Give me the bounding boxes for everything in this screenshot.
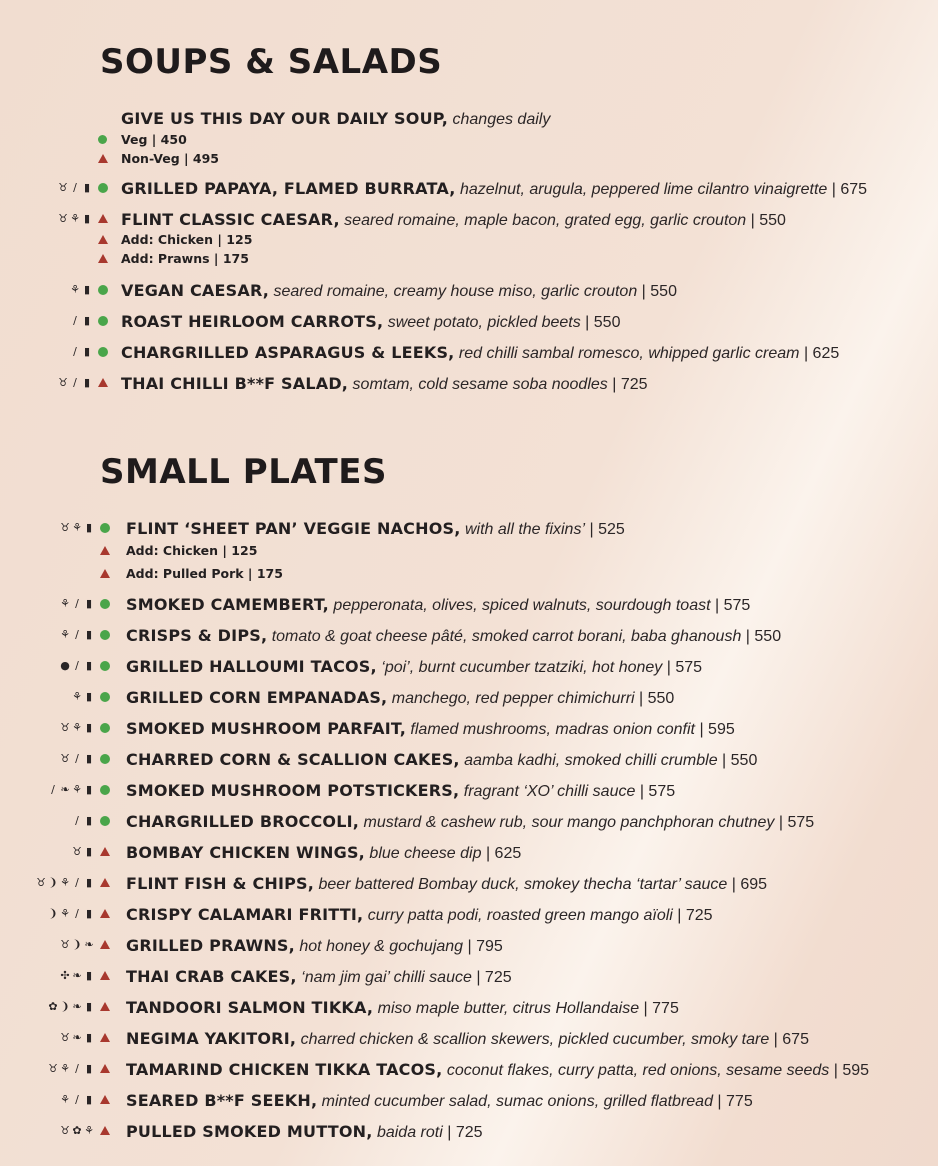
veg-dot-icon — [98, 347, 108, 357]
dietary-icons — [48, 999, 94, 1015]
dietary-icons — [60, 968, 94, 984]
menu-item — [0, 1121, 938, 1143]
dietary-icon: ▮ — [85, 1062, 93, 1075]
dietary-icons — [72, 689, 94, 705]
non-veg-triangle-icon — [100, 940, 110, 949]
dietary-icon: ❩ — [48, 907, 58, 920]
item-name: ROAST HEIRLOOM CARROTS, — [121, 312, 384, 331]
item-description: sweet potato, pickled beets — [383, 314, 581, 331]
dietary-icon: ⚘ — [60, 876, 70, 889]
item-price: | 625 — [481, 845, 522, 862]
item-name: THAI CHILLI B**F SALAD, — [121, 374, 349, 393]
dietary-icon: ♉ — [60, 1031, 70, 1044]
dietary-icon: ▮ — [83, 283, 91, 296]
item-price: | 550 — [746, 212, 786, 229]
dietary-icon: ∕ — [75, 752, 79, 765]
item-name: CHARGRILLED ASPARAGUS & LEEKS, — [121, 343, 455, 362]
dietary-icons — [48, 1061, 94, 1077]
item-option: Non-Veg | 495 — [121, 151, 220, 166]
item-price: | 695 — [727, 876, 768, 893]
dietary-icon: ❧ — [72, 969, 82, 982]
item-name: GRILLED CORN EMPANADAS, — [126, 688, 388, 707]
menu-item — [0, 873, 938, 895]
veg-dot-icon — [98, 183, 108, 193]
dietary-icon: ▮ — [85, 521, 93, 534]
dietary-icon: ▮ — [83, 314, 91, 327]
item-description: minted cucumber salad, sumac onions, grilled flatbread — [317, 1093, 713, 1110]
menu-item — [0, 518, 938, 540]
menu-item — [0, 687, 938, 709]
dietary-icon: ❧ — [60, 783, 70, 796]
menu-item — [0, 780, 938, 802]
menu-item — [0, 1059, 938, 1081]
item-description: hazelnut, arugula, peppered lime cilantro vinaigrette — [455, 181, 828, 198]
dietary-icon: ♉ — [48, 1062, 58, 1075]
veg-dot-icon — [100, 816, 110, 826]
item-price: | 575 — [710, 597, 751, 614]
non-veg-triangle-icon — [100, 847, 110, 856]
dietary-icons — [60, 520, 94, 536]
dietary-icon: ∕ — [73, 314, 77, 327]
dietary-icon: ❧ — [72, 1000, 82, 1013]
dietary-icons — [60, 1123, 94, 1139]
item-price: | 675 — [769, 1031, 809, 1048]
item-price: | 550 — [741, 628, 782, 645]
dietary-icon: ▮ — [83, 376, 91, 389]
dietary-icons — [58, 375, 92, 391]
item-name: BOMBAY CHICKEN WINGS, — [126, 843, 365, 862]
dietary-icon: ⚘ — [72, 721, 82, 734]
item-name: THAI CRAB CAKES, — [126, 967, 297, 986]
item-name: CRISPY CALAMARI FRITTI, — [126, 905, 364, 924]
menu-item — [0, 594, 938, 616]
dietary-icon: ∕ — [75, 876, 79, 889]
dietary-icons — [70, 313, 92, 329]
dietary-icon: ⚘ — [60, 628, 70, 641]
item-description: charred chicken & scallion skewers, pickled cucumber, smoky tare — [296, 1031, 770, 1048]
item-name: PULLED SMOKED MUTTON, — [126, 1122, 373, 1141]
veg-dot-icon — [100, 599, 110, 609]
dietary-icon: ❧ — [72, 1031, 82, 1044]
item-name: TANDOORI SALMON TIKKA, — [126, 998, 374, 1017]
item-option: Add: Chicken | 125 — [126, 543, 258, 558]
veg-dot-icon — [100, 692, 110, 702]
veg-dot-icon — [100, 723, 110, 733]
dietary-icon: ♉ — [60, 1124, 70, 1137]
menu-item — [0, 311, 938, 333]
item-price: | 595 — [695, 721, 735, 738]
dietary-icon: ∕ — [73, 376, 77, 389]
item-price: | 725 — [442, 1124, 483, 1141]
item-description: flamed mushrooms, madras onion confit — [405, 721, 695, 738]
dietary-icon: ▮ — [85, 690, 93, 703]
item-name: GIVE US THIS DAY OUR DAILY SOUP, — [121, 109, 449, 128]
non-veg-triangle-icon — [100, 1064, 110, 1073]
menu-item — [0, 1028, 938, 1050]
non-veg-triangle-icon — [100, 1002, 110, 1011]
dietary-icons — [60, 720, 94, 736]
menu-item — [0, 280, 938, 302]
item-price: | 725 — [471, 969, 512, 986]
veg-dot-icon — [100, 785, 110, 795]
dietary-icon: ▮ — [85, 1000, 93, 1013]
non-veg-triangle-icon — [100, 909, 110, 918]
non-veg-triangle-icon — [98, 154, 108, 163]
dietary-icon: ❩ — [72, 938, 82, 951]
item-description: seared romaine, creamy house miso, garlic crouton — [269, 283, 638, 300]
dietary-icon: ⚘ — [72, 690, 82, 703]
dietary-icon: ▮ — [85, 876, 93, 889]
non-veg-triangle-icon — [100, 878, 110, 887]
item-description: ‘nam jim gai’ chilli sauce — [296, 969, 472, 986]
dietary-icon: ▮ — [85, 907, 93, 920]
dietary-icons — [58, 180, 92, 196]
item-name: TAMARIND CHICKEN TIKKA TACOS, — [126, 1060, 443, 1079]
veg-dot-icon — [100, 523, 110, 533]
veg-dot-icon — [98, 135, 107, 144]
dietary-icon: ♉ — [60, 721, 70, 734]
dietary-icon: ⚘ — [60, 1093, 70, 1106]
dietary-icons — [72, 844, 94, 860]
item-description: baida roti — [372, 1124, 443, 1141]
menu-item — [0, 342, 938, 364]
dietary-icon: ♉ — [72, 845, 82, 858]
item-description: aamba kadhi, smoked chilli crumble — [459, 752, 718, 769]
dietary-icon: ▮ — [85, 628, 93, 641]
dietary-icon: ∕ — [75, 597, 79, 610]
item-price: | 795 — [463, 938, 503, 955]
item-description: tomato & goat cheese pâté, smoked carrot borani, baba ghanoush — [267, 628, 742, 645]
dietary-icon: ▮ — [85, 1031, 93, 1044]
dietary-icon: ♉ — [60, 752, 70, 765]
dietary-icon: ⚘ — [60, 1062, 70, 1075]
dietary-icon: ♉ — [58, 181, 68, 194]
item-name: CRISPS & DIPS, — [126, 626, 268, 645]
dietary-icon: ▮ — [83, 212, 91, 225]
dietary-icons — [70, 282, 92, 298]
non-veg-triangle-icon — [100, 971, 110, 980]
dietary-icons — [60, 1092, 94, 1108]
item-name: SMOKED MUSHROOM POTSTICKERS, — [126, 781, 460, 800]
dietary-icon: ▮ — [85, 659, 93, 672]
dietary-icon: ❩ — [60, 1000, 70, 1013]
dietary-icons — [36, 875, 94, 891]
dietary-icon: ❧ — [84, 938, 94, 951]
dietary-icons — [60, 937, 94, 953]
section-title: SOUPS & SALADS — [100, 42, 443, 82]
item-description: red chilli sambal romesco, whipped garlic cream — [454, 345, 800, 362]
item-price: | 575 — [662, 659, 703, 676]
dietary-icon: ▮ — [85, 969, 93, 982]
item-name: VEGAN CAESAR, — [121, 281, 270, 300]
dietary-icon: ⚘ — [70, 283, 80, 296]
menu-item — [0, 718, 938, 740]
item-description: changes daily — [448, 111, 551, 128]
item-description: curry patta podi, roasted green mango aïoli — [363, 907, 673, 924]
non-veg-triangle-icon — [100, 1126, 110, 1135]
item-price: | 675 — [827, 181, 868, 198]
non-veg-triangle-icon — [98, 378, 108, 387]
dietary-icon: ⚘ — [84, 1124, 94, 1137]
item-price: | 725 — [672, 907, 713, 924]
dietary-icons — [60, 658, 94, 674]
menu-item — [0, 997, 938, 1019]
dietary-icons — [60, 596, 94, 612]
dietary-icon: ✿ — [48, 1000, 58, 1013]
dietary-icon: ▮ — [85, 597, 93, 610]
item-name: SMOKED CAMEMBERT, — [126, 595, 329, 614]
dietary-icon: ❩ — [48, 876, 58, 889]
non-veg-triangle-icon — [100, 546, 110, 555]
menu-item — [0, 749, 938, 771]
menu-item — [0, 842, 938, 864]
dietary-icon: ⚘ — [70, 212, 80, 225]
item-name: SMOKED MUSHROOM PARFAIT, — [126, 719, 406, 738]
item-name: GRILLED PRAWNS, — [126, 936, 295, 955]
item-option: Veg | 450 — [121, 132, 187, 147]
dietary-icons — [58, 211, 92, 227]
dietary-icon: ⚘ — [72, 783, 82, 796]
item-option: Add: Prawns | 175 — [121, 251, 249, 266]
item-price: | 595 — [829, 1062, 870, 1079]
dietary-icon: ∕ — [75, 659, 79, 672]
item-description: fragrant ‘XO’ chilli sauce — [459, 783, 636, 800]
dietary-icon: ▮ — [85, 721, 93, 734]
dietary-icon: ∕ — [51, 783, 55, 796]
item-description: beer battered Bombay duck, smokey thecha ‘tartar’ sauce — [314, 876, 728, 893]
item-description: with all the fixins’ — [460, 521, 586, 538]
item-price: | 725 — [607, 376, 648, 393]
dietary-icons — [72, 813, 94, 829]
item-price: | 575 — [774, 814, 815, 831]
non-veg-triangle-icon — [100, 1033, 110, 1042]
dietary-icon: ▮ — [85, 1093, 93, 1106]
dietary-icon: ♉ — [36, 876, 46, 889]
item-name: FLINT ‘SHEET PAN’ VEGGIE NACHOS, — [126, 519, 461, 538]
item-description: ‘poi’, burnt cucumber tzatziki, hot honey — [376, 659, 663, 676]
dietary-icon: ∕ — [75, 907, 79, 920]
menu-item — [0, 966, 938, 988]
dietary-icon: ▮ — [83, 181, 91, 194]
dietary-icon: ✿ — [72, 1124, 82, 1137]
dietary-icon: ▮ — [83, 345, 91, 358]
menu-item — [0, 904, 938, 926]
dietary-icons — [60, 627, 94, 643]
non-veg-triangle-icon — [98, 254, 108, 263]
item-name: GRILLED HALLOUMI TACOS, — [126, 657, 377, 676]
item-description: miso maple butter, citrus Hollandaise — [373, 1000, 640, 1017]
veg-dot-icon — [100, 630, 110, 640]
menu-item — [0, 373, 938, 395]
dietary-icon: ∕ — [75, 1093, 79, 1106]
non-veg-triangle-icon — [98, 235, 108, 244]
menu-item — [0, 656, 938, 678]
menu-item — [0, 811, 938, 833]
dietary-icon: ∕ — [73, 181, 77, 194]
item-description: somtam, cold sesame soba noodles — [348, 376, 608, 393]
dietary-icon: ✣ — [60, 969, 70, 982]
dietary-icon: ⚘ — [72, 521, 82, 534]
dietary-icon: ∕ — [73, 345, 77, 358]
veg-dot-icon — [98, 285, 108, 295]
non-veg-triangle-icon — [98, 214, 108, 223]
item-price: | 550 — [637, 283, 677, 300]
item-name: NEGIMA YAKITORI, — [126, 1029, 297, 1048]
item-name: FLINT FISH & CHIPS, — [126, 874, 315, 893]
dietary-icon: ⚘ — [60, 597, 70, 610]
item-price: | 550 — [580, 314, 621, 331]
menu-item — [0, 209, 938, 231]
item-price: | 775 — [639, 1000, 679, 1017]
item-description: seared romaine, maple bacon, grated egg, garlic crouton — [339, 212, 747, 229]
item-description: hot honey & gochujang — [294, 938, 464, 955]
dietary-icon: ♉ — [58, 212, 68, 225]
section-title: SMALL PLATES — [100, 452, 387, 492]
dietary-icon: ♉ — [58, 376, 68, 389]
dietary-icon: ∕ — [75, 628, 79, 641]
non-veg-triangle-icon — [100, 1095, 110, 1104]
dietary-icons — [48, 906, 94, 922]
non-veg-triangle-icon — [100, 569, 110, 578]
item-name: CHARGRILLED BROCCOLI, — [126, 812, 360, 831]
item-option: Add: Chicken | 125 — [121, 232, 253, 247]
dietary-icon: ∕ — [75, 814, 79, 827]
item-description: coconut flakes, curry patta, red onions, sesame seeds — [442, 1062, 830, 1079]
dietary-icons — [60, 1030, 94, 1046]
dietary-icon: ● — [60, 659, 70, 672]
item-price: | 525 — [585, 521, 625, 538]
item-price: | 625 — [799, 345, 840, 362]
item-price: | 775 — [712, 1093, 753, 1110]
item-description: pepperonata, olives, spiced walnuts, sourdough toast — [328, 597, 711, 614]
dietary-icon: ∕ — [75, 1062, 79, 1075]
item-option: Add: Pulled Pork | 175 — [126, 566, 283, 581]
dietary-icon: ▮ — [85, 752, 93, 765]
veg-dot-icon — [98, 316, 108, 326]
veg-dot-icon — [100, 661, 110, 671]
menu-item — [0, 178, 938, 200]
item-description: mustard & cashew rub, sour mango panchphoran chutney — [359, 814, 775, 831]
item-description: blue cheese dip — [364, 845, 482, 862]
menu-item — [0, 1090, 938, 1112]
item-name: GRILLED PAPAYA, FLAMED BURRATA, — [121, 179, 456, 198]
dietary-icons — [60, 751, 94, 767]
dietary-icon: ▮ — [85, 814, 93, 827]
dietary-icon: ▮ — [85, 783, 93, 796]
menu-item — [0, 108, 938, 130]
item-description: manchego, red pepper chimichurri — [387, 690, 635, 707]
dietary-icon: ♉ — [60, 521, 70, 534]
veg-dot-icon — [100, 754, 110, 764]
item-price: | 575 — [635, 783, 676, 800]
dietary-icons — [48, 782, 94, 798]
item-name: FLINT CLASSIC CAESAR, — [121, 210, 340, 229]
dietary-icons — [70, 344, 92, 360]
menu-item — [0, 625, 938, 647]
menu-item — [0, 935, 938, 957]
dietary-icon: ♉ — [60, 938, 70, 951]
item-name: SEARED B**F SEEKH, — [126, 1091, 318, 1110]
dietary-icon: ▮ — [85, 845, 93, 858]
item-name: CHARRED CORN & SCALLION CAKES, — [126, 750, 460, 769]
dietary-icon: ⚘ — [60, 907, 70, 920]
item-price: | 550 — [634, 690, 675, 707]
item-price: | 550 — [717, 752, 758, 769]
